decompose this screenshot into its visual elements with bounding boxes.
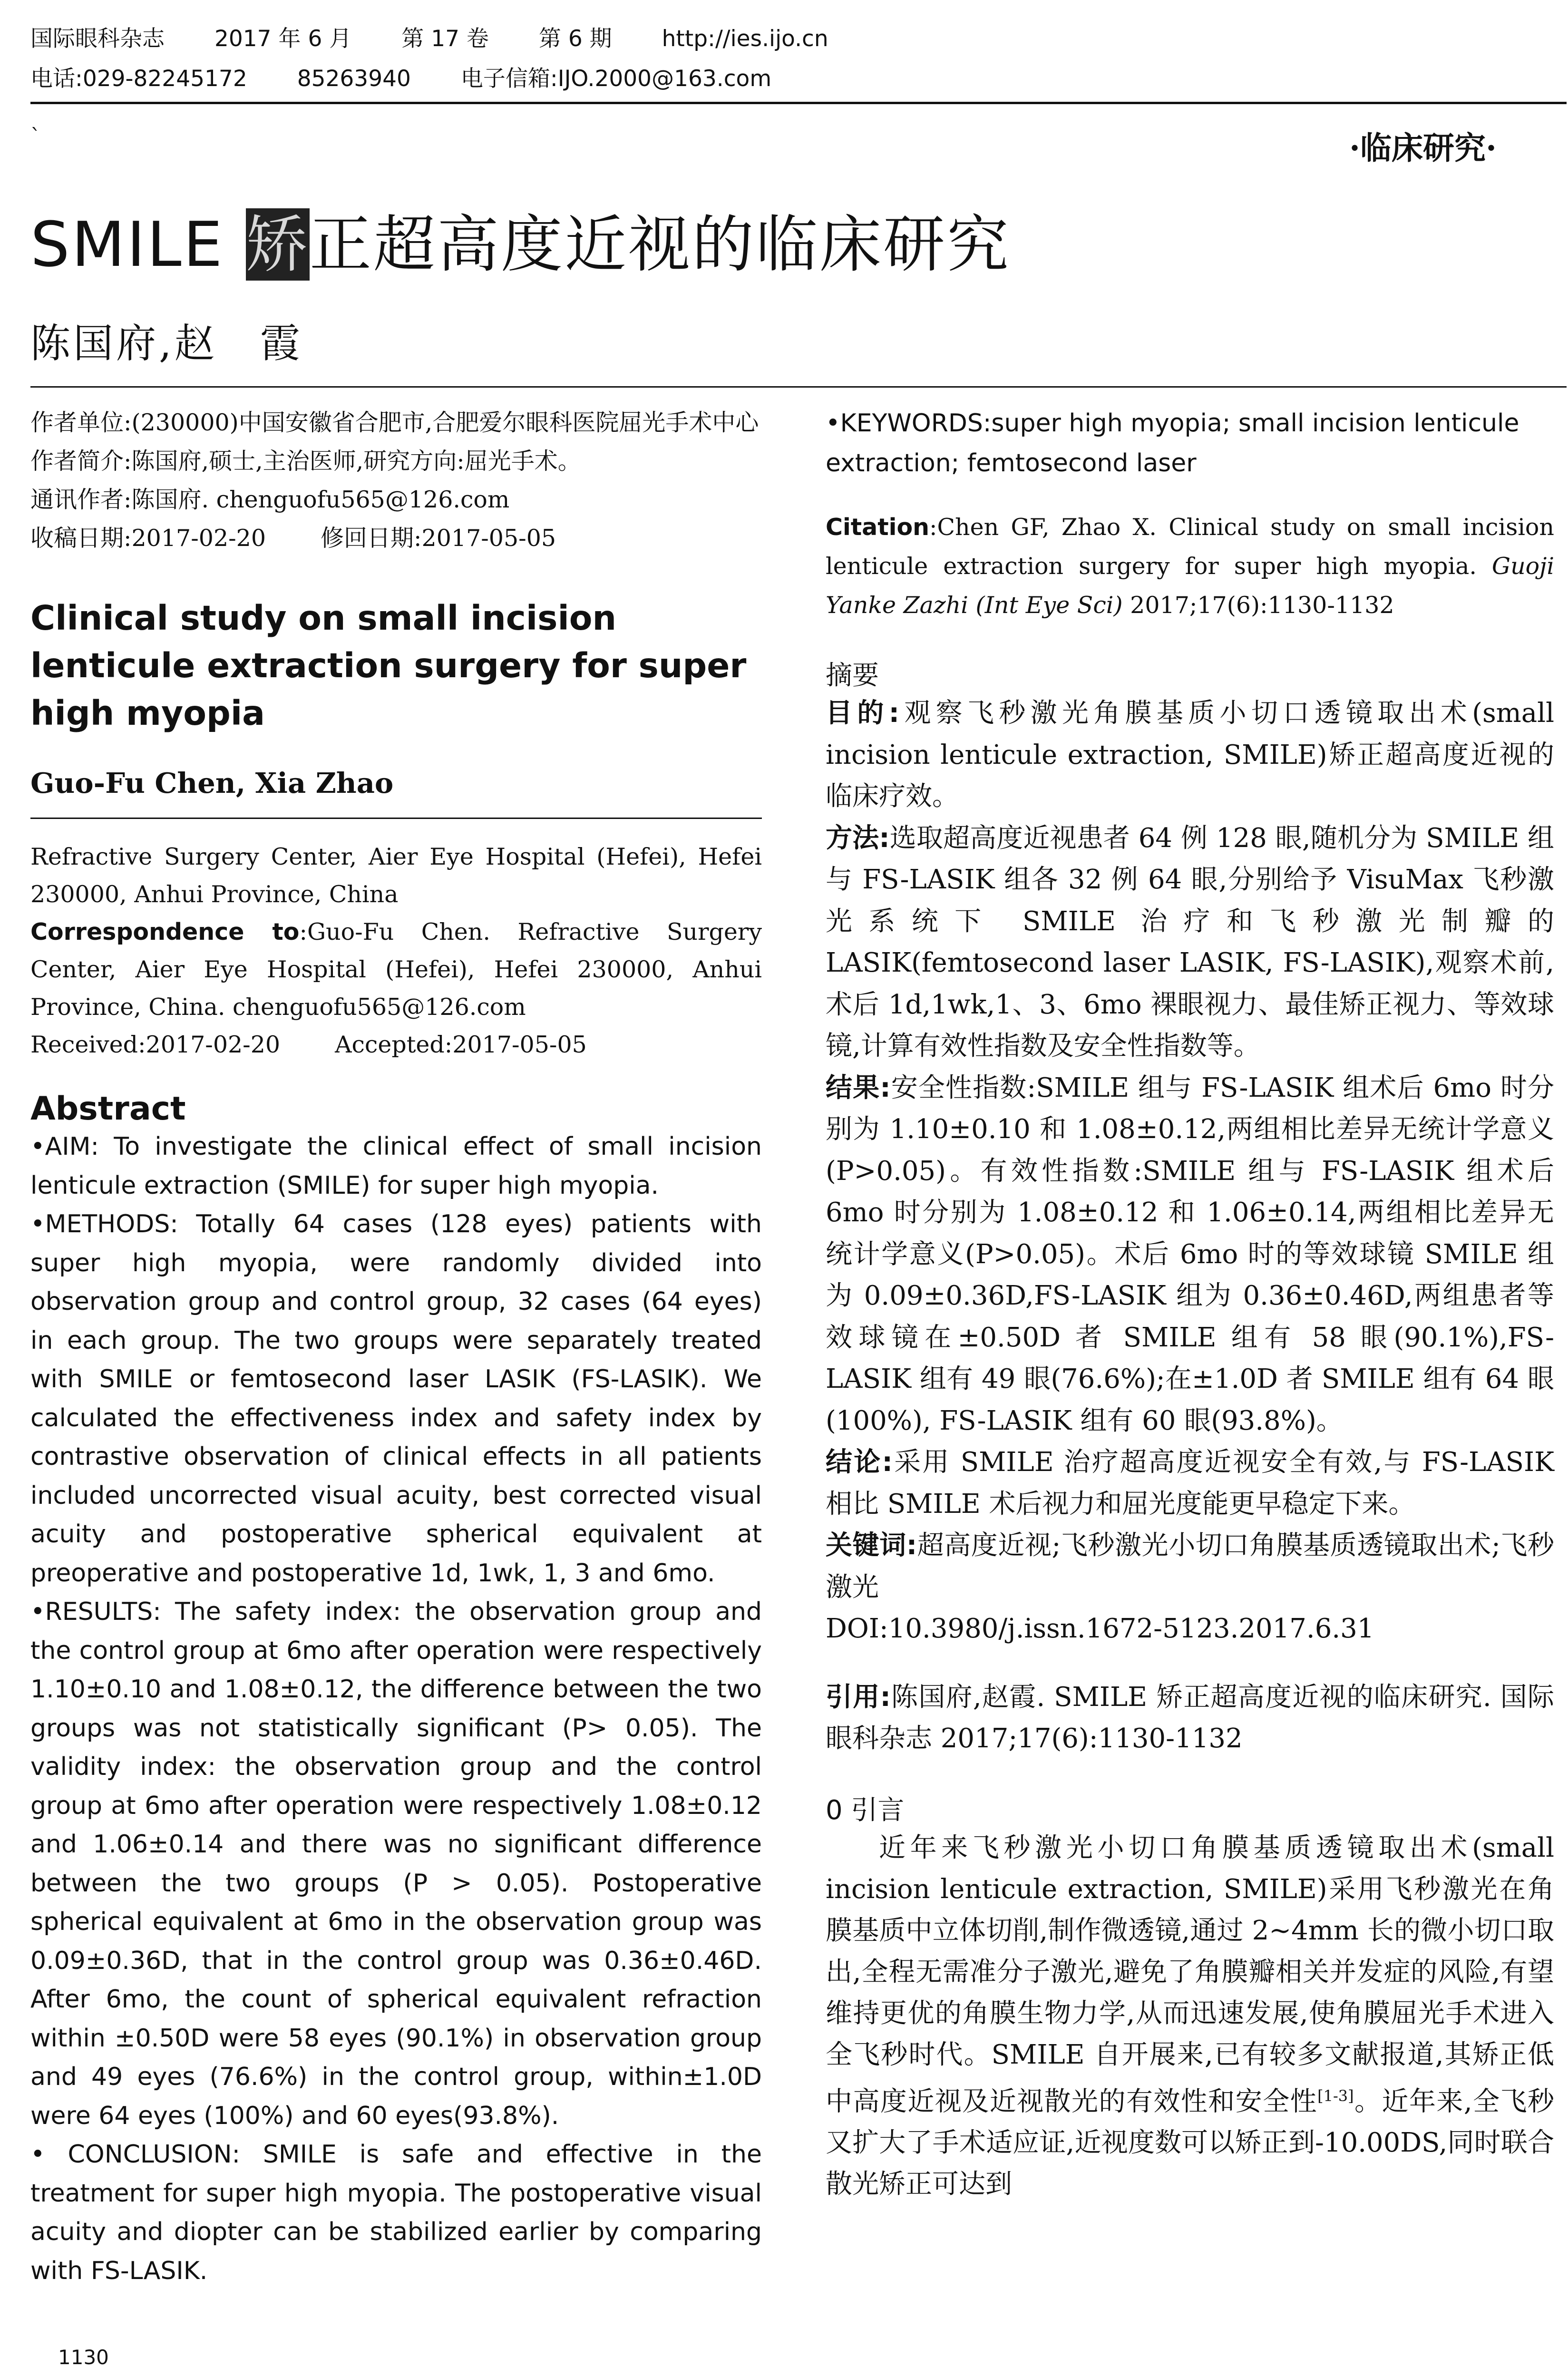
running-header (30, 19, 1538, 99)
zh-aim-text: 观察飞秒激光角膜基质小切口透镜取出术(small incision lenticule extraction, SMILE)矫正超高度近视的临床疗效。 (826, 698, 1554, 812)
zh-methods-label: 方法: (826, 822, 890, 854)
citation-journal: Guoji Yanke Zazhi (Int Eye Sci) (826, 553, 1554, 619)
received-cn: 收稿日期:2017-02-20 (30, 525, 266, 552)
author-affiliation-cn: 作者单位:(230000)中国安徽省合肥市,合肥爱尔眼科医院屈光手术中心 (30, 409, 759, 436)
cite-cn-label: 引用: (826, 1681, 891, 1713)
correspondence-label: Correspondence to (30, 918, 300, 945)
abstract-heading: Abstract (30, 1090, 186, 1128)
left-column (30, 403, 762, 2290)
abstract-body (30, 1128, 762, 2290)
chinese-title (30, 195, 1011, 284)
right-column (826, 403, 1554, 2205)
abstract-conclusion: • CONCLUSION: SMILE is safe and effective in the treatment for super high myopia. The postoperative visual acuity and diopter can be stabilized earlier by comparing with FS-LASIK. (30, 2140, 762, 2285)
title-prefix: SMILE (30, 208, 246, 281)
citation-en (826, 508, 1554, 625)
dates-en (30, 1026, 762, 1063)
revised-cn: 修回日期:2017-05-05 (321, 525, 556, 552)
journal-name: 国际眼科杂志 (30, 26, 165, 52)
citation-text: :Chen GF, Zhao X. Clinical study on small incision lenticule extraction surgery for super high myopia. (826, 514, 1554, 580)
zh-conclusion-text: 采用 SMILE 治疗超高度近视安全有效,与 FS-LASIK 相比 SMILE 术后视力和屈光度能更早稳定下来。 (826, 1447, 1554, 1520)
zh-aim (826, 692, 1554, 818)
zh-keywords (826, 1525, 1554, 1608)
title-highlight: 矫 (245, 208, 310, 281)
section-tag: ·临床研究· (1349, 129, 1497, 166)
zh-methods (826, 818, 1554, 1067)
correspondence (30, 913, 762, 1026)
english-authors: Guo-Fu Chen, Xia Zhao (30, 767, 394, 799)
correspondence-text: :Guo-Fu Chen. Refractive Surgery Center, Aier Eye Hospital (Hefei), Hefei 230000, Anhui Province, China. chenguofu565@126.com (30, 918, 762, 1021)
intro-paragraph (826, 1827, 1554, 2205)
abstract-aim: •AIM: To investigate the clinical effect of small incision lenticule extraction (SMILE) for super high myopia. (30, 1132, 762, 1200)
zh-aim-label: 目的: (826, 698, 900, 729)
tick-mark: ` (30, 125, 41, 149)
zh-keywords-label: 关键词: (826, 1530, 917, 1561)
author-bio-cn: 作者简介:陈国府,硕士,主治医师,研究方向:屈光手术。 (30, 448, 581, 475)
issue: 第 6 期 (538, 26, 612, 52)
doi[interactable]: DOI:10.3980/j.issn.1672-5123.2017.6.31 (826, 1613, 1374, 1644)
volume: 第 17 卷 (401, 26, 489, 52)
dates-cn (30, 519, 762, 557)
zh-abstract-heading: 摘要 (826, 660, 879, 691)
email[interactable]: 电子信箱:IJO.2000@163.com (460, 66, 772, 92)
citation-tail: 2017;17(6):1130-1132 (1122, 592, 1394, 619)
zh-conclusion (826, 1442, 1554, 1525)
accepted-en: Accepted:2017-05-05 (335, 1031, 587, 1058)
title-rest: 正超高度近视的临床研究 (309, 208, 1011, 281)
affiliation: Refractive Surgery Center, Aier Eye Hospital (Hefei), Hefei 230000, Anhui Province, China (30, 843, 762, 908)
issue-date: 2017 年 6 月 (214, 26, 352, 52)
author-info (30, 403, 762, 557)
title-rule (30, 386, 1567, 388)
citation-label: Citation (826, 514, 930, 541)
corresponding-author-cn: 通讯作者:陈国府. chenguofu565@126.com (30, 486, 510, 513)
cite-cn (826, 1676, 1554, 1760)
zh-conclusion-label: 结论: (826, 1447, 893, 1478)
journal-url[interactable]: http://ies.ijo.cn (662, 26, 828, 52)
intro-reference[interactable]: [1-3] (1317, 2086, 1354, 2105)
english-title: Clinical study on small incision lenticule extraction surgery for super high myopia (30, 598, 747, 733)
english-affiliation-block (30, 838, 762, 1063)
authors-rule (30, 818, 762, 819)
page-number: 1130 (58, 2346, 109, 2369)
received-en: Received:2017-02-20 (30, 1031, 281, 1058)
zh-abstract-body (826, 692, 1554, 1650)
header-rule (30, 102, 1567, 104)
zh-methods-text: 选取超高度近视患者 64 例 128 眼,随机分为 SMILE 组与 FS-LASIK 组各 32 例 64 眼,分别给予 VisuMax 飞秒激光系统下 SMILE 治疗和飞秒激光制瓣的 LASIK(femtosecond laser LASIK, FS-LASIK),观察术前,术后 1d,1wk,1、3、6mo 裸眼视力、最佳矫正视力、等效球镜,计算有效性指数及安全性指数等。 (826, 822, 1554, 1062)
intro-text-b: 。近年来,全飞秒又扩大了手术适应证,近视度数可以矫正到-10.00DS,同时联合散光矫正可达到 (826, 2086, 1554, 2200)
zh-results-label: 结果: (826, 1072, 891, 1103)
cite-cn-text: 陈国府,赵霞. SMILE 矫正超高度近视的临床研究. 国际眼科杂志 2017;17(6):1130-1132 (826, 1681, 1554, 1754)
zh-results (826, 1067, 1554, 1442)
intro-heading: 0 引言 (826, 1794, 905, 1826)
phone: 电话:029-82245172 (30, 66, 247, 92)
intro-text-a: 近年来飞秒激光小切口角膜基质透镜取出术(small incision lenticule extraction, SMILE)采用飞秒激光在角膜基质中立体切削,制作微透镜,通过 2~4mm 长的微小切口取出,全程无需准分子激光,避免了角膜瓣相关并发症的风险,有望维持更优的角膜生物力学,从而迅速发展,使角膜屈光手术进入全飞秒时代。SMILE 自开展来,已有较多文献报道,其矫正低中高度近视及近视散光的有效性和安全性 (826, 1832, 1554, 2117)
phone2: 85263940 (297, 66, 411, 92)
zh-keywords-text: 超高度近视;飞秒激光小切口角膜基质透镜取出术;飞秒激光 (826, 1530, 1554, 1603)
abstract-results: •RESULTS: The safety index: the observation group and the control group at 6mo after operation were respectively 1.10±0.10 and 1.08±0.12, the difference between the two groups was not statistically significant (P> 0.05). The validity index: the observation group and the control group at 6mo after operation were respectively 1.08±0.12 and 1.06±0.14 and there was no significant difference between the two groups (P > 0.05). Postoperative spherical equivalent at 6mo in the observation group was 0.09±0.36D, that in the control group was 0.36±0.46D. After 6mo, the count of spherical equivalent refraction within ±0.50D were 58 eyes (90.1%) in observation group and 49 eyes (76.6%) in the control group, within±1.0D were 64 eyes (100%) and 60 eyes(93.8%). (30, 1598, 762, 2130)
chinese-authors: 陈国府,赵 霞 (30, 320, 303, 367)
keywords-en: •KEYWORDS:super high myopia; small incision lenticule extraction; femtosecond laser (826, 409, 1519, 477)
abstract-methods: •METHODS: Totally 64 cases (128 eyes) patients with super high myopia, were randomly divided into observation group and control group, 32 cases (64 eyes) in each group. The two groups were separately treated with SMILE or femtosecond laser LASIK (FS-LASIK). We calculated the effectiveness index and safety index by contrastive observation of clinical effects in all patients included uncorrected visual acuity, best corrected visual acuity and postoperative spherical equivalent at preoperative and postoperative 1d, 1wk, 1, 3 and 6mo. (30, 1210, 762, 1588)
zh-results-text: 安全性指数:SMILE 组与 FS-LASIK 组术后 6mo 时分别为 1.10±0.10 和 1.08±0.12,两组相比差异无统计学意义(P>0.05)。有效性指数:SMILE 组与 FS-LASIK 组术后6mo 时分别为 1.08±0.12 和 1.06±0.14,两组相比差异无统计学意义(P>0.05)。术后 6mo 时的等效球镜 SMILE 组为 0.09±0.36D,FS-LASIK 组为 0.36±0.46D,两组患者等效球镜在±0.50D 者 SMILE 组有 58 眼(90.1%),FS-LASIK 组有 49 眼(76.6%);在±1.0D 者 SMILE 组有 64 眼(100%), FS-LASIK 组有 60 眼(93.8%)。 (826, 1072, 1554, 1436)
